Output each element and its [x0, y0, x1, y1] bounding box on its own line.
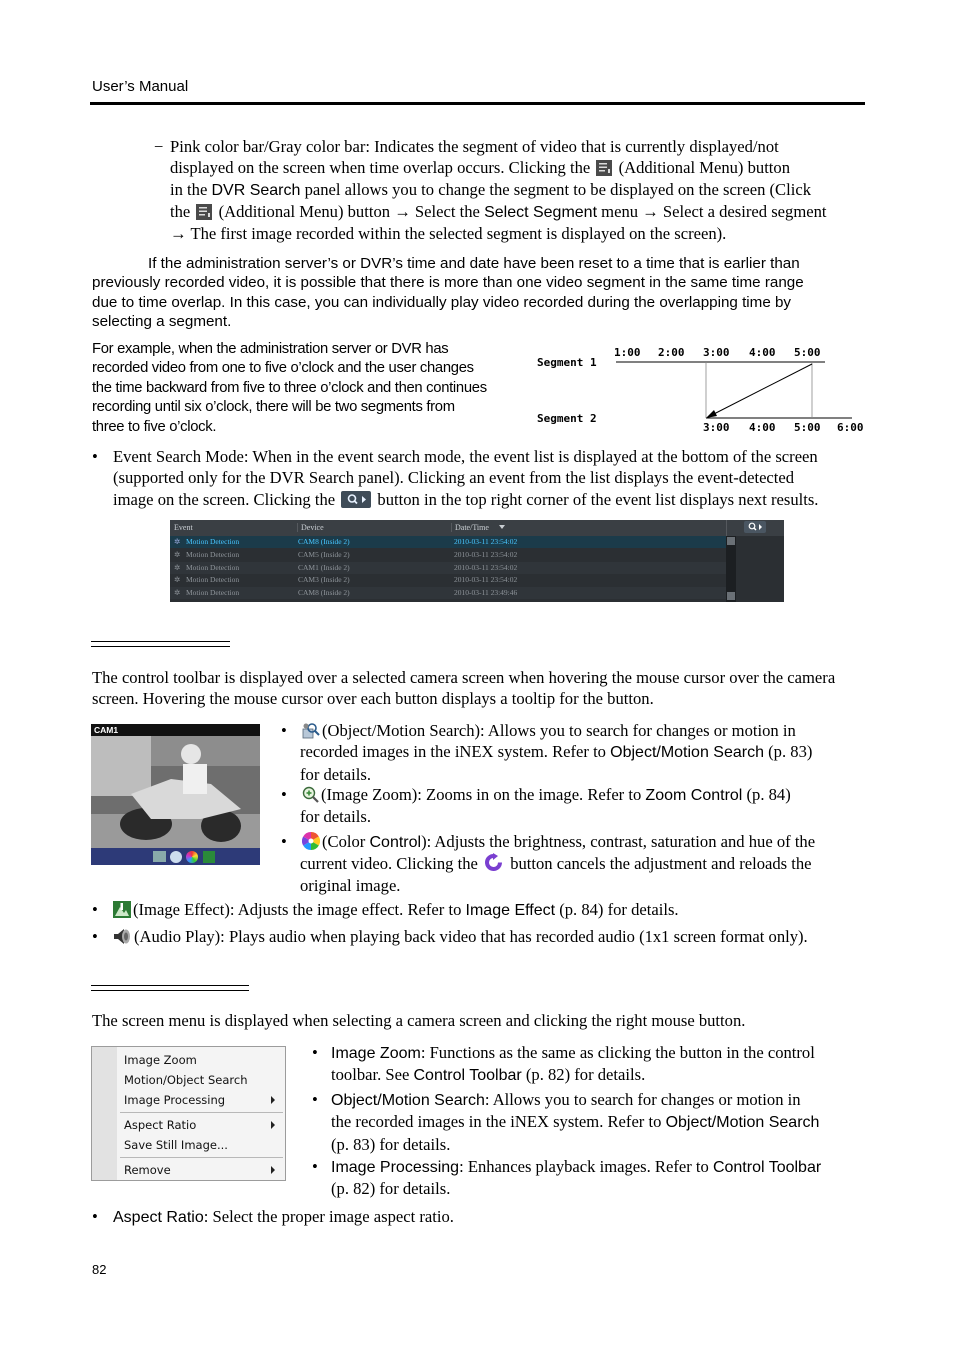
next-results-button[interactable] — [744, 521, 766, 533]
dash-marker: − — [154, 137, 164, 156]
menu-item-image-processing[interactable]: Image Processing — [124, 1093, 226, 1107]
image-effect-button[interactable] — [203, 851, 215, 863]
menu-item-motion-object-search[interactable]: Motion/Object Search — [124, 1073, 248, 1087]
event-row[interactable]: ✲ Motion Detection CAM3 (Inside 2) 2010-03-11 23:54:02 — [174, 575, 518, 584]
column-header-device[interactable]: Device — [297, 523, 324, 532]
seg1-tick: 3:00 — [703, 346, 730, 359]
page-header-title: User’s Manual — [92, 78, 189, 95]
event-list-panel — [170, 520, 784, 602]
example-paragraph: For example, when the administration server or DVR has recorded video from one to five o’clock and the user changes the time backward from five to three o’clock and then continues recording until six o’clock, there will be two segments from three to five o’clock. — [92, 341, 487, 435]
segment-1-label: Segment 1 — [537, 356, 597, 369]
event-row[interactable]: ✲ Motion Detection CAM1 (Inside 2) 2010-03-11 23:54:02 — [170, 562, 726, 574]
image-zoom-item: (Image Zoom): Zooms in on the image. Refer to Zoom Control (p. 84) for details. — [300, 785, 791, 827]
section-heading-rule — [91, 641, 230, 647]
motion-detection-icon: ✲ — [174, 537, 181, 546]
menu-item-remove[interactable]: Remove — [124, 1163, 171, 1177]
menu-desc-image-processing: Image Processing: Enhances playback images. Refer to Control Toolbar (p. 82) for details. — [331, 1157, 822, 1199]
time-reset-arrow — [710, 364, 812, 416]
bullet: • — [312, 1090, 318, 1109]
seg2-tick: 5:00 — [794, 421, 821, 434]
zoom-in-icon — [302, 786, 319, 803]
scroll-up-button[interactable] — [727, 537, 735, 545]
header-divider — [726, 520, 727, 536]
image-effect-item: (Image Effect): Adjusts the image effect. Refer to Image Effect (p. 84) for details. — [111, 899, 871, 921]
event-row[interactable]: ✲ Motion Detection CAM5 (Inside 2) 2010-03-11 23:54:02 — [174, 550, 518, 559]
event-list-scrollbar[interactable] — [726, 536, 736, 602]
object-motion-search-item: (Object/Motion Search): Allows you to search for changes or motion in recorded images in the iNEX system. Refer to Object/Motion Search (p. 83) for details. — [300, 721, 813, 784]
bullet: • — [312, 1157, 318, 1176]
page-number: 82 — [92, 1262, 107, 1277]
additional-menu-icon — [596, 160, 612, 176]
seg1-tick: 1:00 — [614, 346, 641, 359]
submenu-arrow-icon — [271, 1121, 275, 1129]
menu-item-aspect-ratio[interactable]: Aspect Ratio — [124, 1118, 197, 1132]
motion-detection-icon: ✲ — [174, 550, 181, 559]
camera-label: CAM1 — [94, 725, 119, 735]
note-paragraph: If the administration server’s or DVR’s time and date have been reset to a time that is earlier than previously recorded video, it is possible that there is more than one video segment in the same time range due to time overlap. In this case, you can individually play video recorded during the overlapping time by selecting a segment. — [92, 255, 804, 331]
submenu-arrow-icon — [271, 1096, 275, 1104]
pink-bar-paragraph: Pink color bar/Gray color bar: Indicates the segment of video that is currently displayed/not displayed on the screen when time overlap occurs. Clicking the (Additional Menu) button in the DVR Search panel allows you to change the segment to be displayed on the screen (Click the (Additional Menu) button → Select the Select Segment menu → Select a desired segment → The first image recorded within the selected segment is displayed on the screen). — [170, 137, 827, 244]
motion-detection-icon: ✲ — [174, 575, 181, 584]
menu-desc-aspect-ratio: Aspect Ratio: Select the proper image aspect ratio. — [113, 1207, 454, 1226]
submenu-arrow-icon — [271, 1166, 275, 1174]
color-control-item: (Color Control): Adjusts the brightness, contrast, saturation and hue of the current video. Clicking the button cancels the adjustment and reloads the original image. — [300, 832, 816, 895]
bullet: • — [92, 927, 98, 946]
color-control-button[interactable] — [186, 851, 198, 863]
speaker-icon — [113, 928, 132, 945]
camera-screen[interactable] — [91, 724, 260, 865]
motion-detection-icon: ✲ — [174, 588, 181, 597]
reset-reload-icon — [484, 853, 504, 872]
object-motion-search-icon — [302, 722, 320, 739]
scroll-down-button[interactable] — [727, 592, 735, 600]
column-header-event[interactable]: Event — [174, 523, 193, 532]
seg1-tick: 4:00 — [749, 346, 776, 359]
camera-image — [91, 724, 260, 865]
bullet: • — [312, 1043, 318, 1062]
screen-context-menu — [91, 1046, 286, 1181]
seg1-tick: 2:00 — [658, 346, 685, 359]
seg2-tick: 4:00 — [749, 421, 776, 434]
next-results-search-icon[interactable] — [341, 491, 371, 508]
bullet: • — [92, 1207, 98, 1226]
additional-menu-icon — [196, 204, 212, 220]
image-zoom-button[interactable] — [170, 851, 182, 863]
seg2-tick: 3:00 — [703, 421, 730, 434]
bullet: • — [281, 721, 287, 740]
menu-icon-strip — [92, 1047, 117, 1180]
menu-separator — [120, 1112, 283, 1113]
image-effect-icon — [113, 901, 131, 918]
menu-item-image-zoom[interactable]: Image Zoom — [124, 1053, 197, 1067]
menu-separator — [120, 1157, 283, 1158]
menu-item-save-still-image[interactable]: Save Still Image... — [124, 1138, 228, 1152]
object-motion-search-button[interactable] — [153, 851, 166, 862]
event-row[interactable]: ✲ Motion Detection CAM8 (Inside 2) 2010-03-11 23:49:46 — [170, 587, 726, 599]
sort-down-icon[interactable] — [499, 525, 505, 529]
control-toolbar-intro: The control toolbar is displayed over a selected camera screen when hovering the mouse cursor over the camera screen. Hovering the mouse cursor over each button displays a tooltip for the button. — [92, 668, 836, 709]
audio-play-item: (Audio Play): Plays audio when playing back video that has recorded audio (1x1 screen format only). — [111, 926, 881, 947]
screen-menu-intro: The screen menu is displayed when selecting a camera screen and clicking the right mouse button. — [92, 1011, 746, 1030]
color-wheel-icon — [302, 832, 320, 850]
menu-desc-object-motion-search: Object/Motion Search: Allows you to search for changes or motion in the recorded images in the iNEX system. Refer to Object/Motion Search (p. 83) for details. — [331, 1090, 820, 1154]
motion-detection-icon: ✲ — [174, 563, 181, 572]
event-list-header — [170, 520, 784, 536]
search-icon — [744, 521, 766, 533]
section-heading-rule — [91, 985, 249, 991]
bullet: • — [92, 447, 98, 466]
event-mode-paragraph: Event Search Mode: When in the event search mode, the event list is displayed at the bottom of the screen (supported only for the DVR Search panel). Clicking an event from the list displays the event-detected image on the screen. Clicking the button in the top right corner of the event list displays next results. — [113, 447, 819, 509]
bullet: • — [92, 900, 98, 919]
header-rule — [90, 102, 865, 105]
seg2-tick: 6:00 — [837, 421, 864, 434]
arrow-head — [706, 410, 717, 418]
bullet: • — [281, 832, 287, 851]
menu-desc-image-zoom: Image Zoom: Functions as the same as clicking the button in the control toolbar. See Control Toolbar (p. 82) for details. — [331, 1043, 815, 1085]
bullet: • — [281, 785, 287, 804]
seg1-tick: 5:00 — [794, 346, 821, 359]
segment-diagram — [530, 340, 870, 438]
segment-2-label: Segment 2 — [537, 412, 597, 425]
event-row[interactable]: ✲ Motion Detection CAM8 (Inside 2) 2010-03-11 23:54:02 — [170, 536, 726, 548]
column-header-datetime[interactable]: Date/Time — [451, 523, 489, 532]
